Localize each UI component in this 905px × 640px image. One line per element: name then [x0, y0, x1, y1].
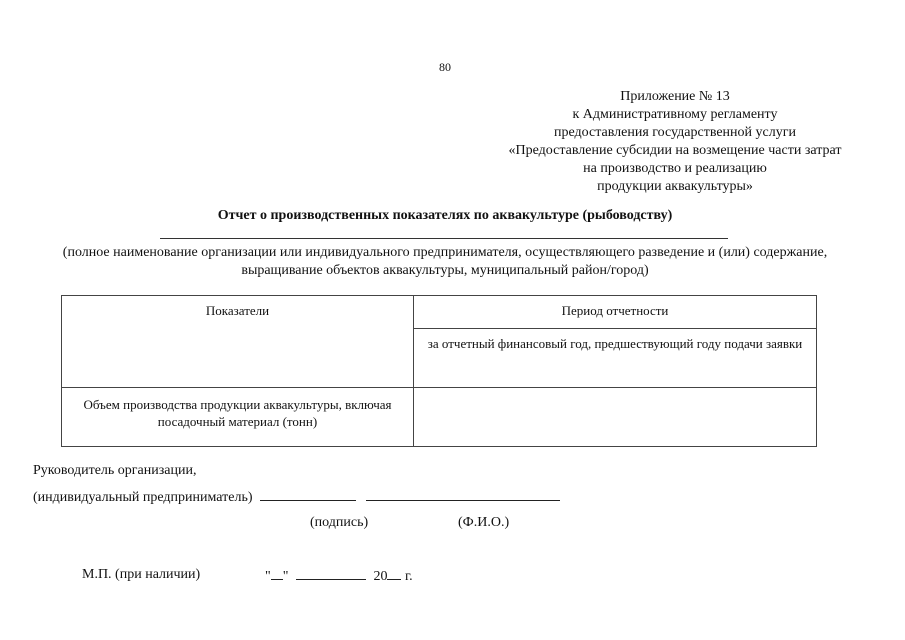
appendix-line: предоставления государственной услуги [554, 125, 796, 140]
date-open-quote: " [265, 569, 271, 584]
table-row [62, 388, 817, 447]
appendix-line: Приложение № 13 [620, 89, 730, 104]
organization-caption-line: (полное наименование организации или индивидуального предпринимателя, осуществляющего разведение и (или) содержание, [62, 245, 828, 260]
document-title: Отчет о производственных показателях по аквакультуре (рыбоводству) [217, 208, 673, 223]
appendix-header [430, 88, 905, 196]
signature-role: (индивидуальный предприниматель) [33, 490, 253, 505]
year-suffix: г. [404, 569, 413, 584]
month-field[interactable] [296, 567, 366, 580]
subheader-period: за отчетный финансовый год, предшествующий году подачи заявки [414, 329, 817, 388]
page-number: 80 [439, 60, 451, 74]
organization-caption-line: выращивание объектов аквакультуры, муниципальный район/город) [241, 263, 649, 278]
row-label: Объем производства продукции аквакультуры, включая посадочный материал (тонн) [62, 388, 414, 447]
signature-field[interactable] [260, 488, 356, 501]
day-field[interactable] [271, 567, 283, 580]
indicators-table [61, 295, 817, 447]
organization-caption [0, 244, 890, 280]
year-field[interactable] [387, 567, 401, 580]
header-period: Период отчетности [414, 296, 817, 329]
signature-title: Руководитель организации, [33, 463, 197, 478]
stamp-label: М.П. (при наличии) [82, 567, 201, 582]
appendix-line: «Предоставление субсидии на возмещение части затрат [508, 143, 842, 158]
signature-caption: (подпись) [310, 515, 369, 530]
year-prefix: 20 [373, 569, 388, 584]
header-indicators: Показатели [62, 296, 414, 388]
name-caption: (Ф.И.О.) [458, 515, 510, 530]
row-value-cell[interactable] [414, 388, 817, 447]
date-line [265, 567, 413, 585]
organization-name-line[interactable] [160, 238, 728, 239]
appendix-line: на производство и реализацию [583, 161, 767, 176]
appendix-line: к Административному регламенту [572, 107, 778, 122]
name-field[interactable] [366, 488, 560, 501]
date-close-quote: " [282, 569, 289, 584]
signature-line [33, 488, 560, 506]
appendix-line: продукции аквакультуры» [597, 179, 753, 194]
